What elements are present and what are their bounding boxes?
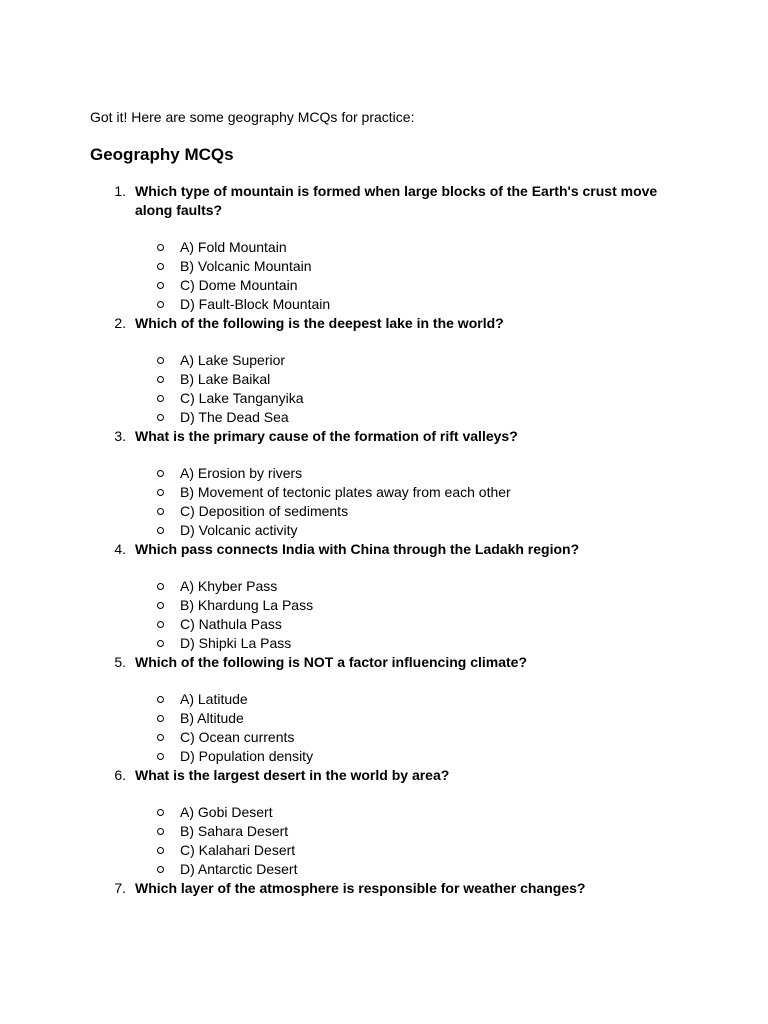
hollow-circle-bullet-icon bbox=[157, 715, 164, 722]
question-number: 3. bbox=[114, 428, 126, 444]
hollow-circle-bullet-icon bbox=[157, 753, 164, 760]
hollow-circle-bullet-icon bbox=[157, 414, 164, 421]
hollow-circle-bullet-icon bbox=[157, 508, 164, 515]
question-item bbox=[0, 766, 768, 879]
option-text: C) Kalahari Desert bbox=[180, 842, 296, 858]
option-item bbox=[0, 709, 768, 728]
question-text: Which of the following is NOT a factor influencing climate? bbox=[135, 654, 528, 670]
option-item bbox=[0, 408, 768, 427]
hollow-circle-bullet-icon bbox=[157, 282, 164, 289]
hollow-circle-bullet-icon bbox=[157, 263, 164, 270]
question-number: 7. bbox=[114, 880, 126, 896]
hollow-circle-bullet-icon bbox=[157, 489, 164, 496]
option-text: B) Altitude bbox=[180, 710, 244, 726]
option-item bbox=[0, 596, 768, 615]
option-text: D) Volcanic activity bbox=[180, 522, 298, 538]
option-text: D) The Dead Sea bbox=[180, 409, 289, 425]
page-title: Geography MCQs bbox=[90, 145, 234, 164]
question-item bbox=[0, 540, 768, 653]
option-text: C) Dome Mountain bbox=[180, 277, 298, 293]
hollow-circle-bullet-icon bbox=[157, 602, 164, 609]
option-item bbox=[0, 483, 768, 502]
option-item bbox=[0, 747, 768, 766]
hollow-circle-bullet-icon bbox=[157, 357, 164, 364]
hollow-circle-bullet-icon bbox=[157, 244, 164, 251]
intro-text: Got it! Here are some geography MCQs for practice: bbox=[90, 109, 415, 125]
option-list bbox=[0, 577, 768, 653]
question-number: 1. bbox=[114, 183, 126, 199]
hollow-circle-bullet-icon bbox=[157, 470, 164, 477]
option-text: B) Sahara Desert bbox=[180, 823, 289, 839]
option-text: D) Shipki La Pass bbox=[180, 635, 292, 651]
option-text: D) Antarctic Desert bbox=[180, 861, 298, 877]
option-text: A) Lake Superior bbox=[180, 352, 286, 368]
option-text: A) Khyber Pass bbox=[180, 578, 278, 594]
option-item bbox=[0, 690, 768, 709]
hollow-circle-bullet-icon bbox=[157, 301, 164, 308]
option-text: C) Ocean currents bbox=[180, 729, 295, 745]
option-list bbox=[0, 351, 768, 427]
option-item bbox=[0, 502, 768, 521]
option-list bbox=[0, 690, 768, 766]
option-item bbox=[0, 615, 768, 634]
option-text: B) Lake Baikal bbox=[180, 371, 271, 387]
hollow-circle-bullet-icon bbox=[157, 621, 164, 628]
hollow-circle-bullet-icon bbox=[157, 640, 164, 647]
option-item bbox=[0, 257, 768, 276]
option-item bbox=[0, 841, 768, 860]
question-text: Which layer of the atmosphere is responsible for weather changes? bbox=[135, 880, 586, 896]
option-item bbox=[0, 634, 768, 653]
option-item bbox=[0, 728, 768, 747]
hollow-circle-bullet-icon bbox=[157, 696, 164, 703]
option-text: A) Erosion by rivers bbox=[180, 465, 303, 481]
option-list bbox=[0, 238, 768, 314]
question-text: Which type of mountain is formed when large blocks of the Earth's crust move along faults? bbox=[135, 183, 658, 218]
question-number: 6. bbox=[114, 767, 126, 783]
option-item bbox=[0, 860, 768, 879]
option-item bbox=[0, 370, 768, 389]
option-item bbox=[0, 577, 768, 596]
option-list bbox=[0, 803, 768, 879]
question-text: Which pass connects India with China through the Ladakh region? bbox=[135, 541, 580, 557]
question-item bbox=[0, 879, 768, 898]
question-number: 4. bbox=[114, 541, 126, 557]
option-text: C) Nathula Pass bbox=[180, 616, 282, 632]
question-item bbox=[0, 314, 768, 427]
hollow-circle-bullet-icon bbox=[157, 866, 164, 873]
option-item bbox=[0, 276, 768, 295]
hollow-circle-bullet-icon bbox=[157, 376, 164, 383]
question-item bbox=[0, 182, 768, 314]
question-text: What is the largest desert in the world by area? bbox=[135, 767, 450, 783]
option-text: A) Gobi Desert bbox=[180, 804, 273, 820]
hollow-circle-bullet-icon bbox=[157, 809, 164, 816]
option-item bbox=[0, 389, 768, 408]
option-item bbox=[0, 803, 768, 822]
option-text: B) Volcanic Mountain bbox=[180, 258, 312, 274]
question-number: 2. bbox=[114, 315, 126, 331]
option-item bbox=[0, 822, 768, 841]
option-text: B) Khardung La Pass bbox=[180, 597, 314, 613]
question-text: What is the primary cause of the formation of rift valleys? bbox=[135, 428, 518, 444]
option-text: A) Fold Mountain bbox=[180, 239, 287, 255]
option-text: D) Population density bbox=[180, 748, 314, 764]
hollow-circle-bullet-icon bbox=[157, 734, 164, 741]
option-text: B) Movement of tectonic plates away from each other bbox=[180, 484, 511, 500]
option-text: D) Fault-Block Mountain bbox=[180, 296, 331, 312]
option-item bbox=[0, 295, 768, 314]
option-item bbox=[0, 521, 768, 540]
hollow-circle-bullet-icon bbox=[157, 847, 164, 854]
question-item bbox=[0, 653, 768, 766]
hollow-circle-bullet-icon bbox=[157, 828, 164, 835]
option-item bbox=[0, 351, 768, 370]
question-list bbox=[0, 182, 768, 898]
question-number: 5. bbox=[114, 654, 126, 670]
option-item bbox=[0, 238, 768, 257]
option-text: A) Latitude bbox=[180, 691, 248, 707]
question-item bbox=[0, 427, 768, 540]
option-text: C) Lake Tanganyika bbox=[180, 390, 304, 406]
hollow-circle-bullet-icon bbox=[157, 527, 164, 534]
question-text: Which of the following is the deepest lake in the world? bbox=[135, 315, 504, 331]
option-text: C) Deposition of sediments bbox=[180, 503, 349, 519]
option-item bbox=[0, 464, 768, 483]
hollow-circle-bullet-icon bbox=[157, 395, 164, 402]
hollow-circle-bullet-icon bbox=[157, 583, 164, 590]
option-list bbox=[0, 464, 768, 540]
